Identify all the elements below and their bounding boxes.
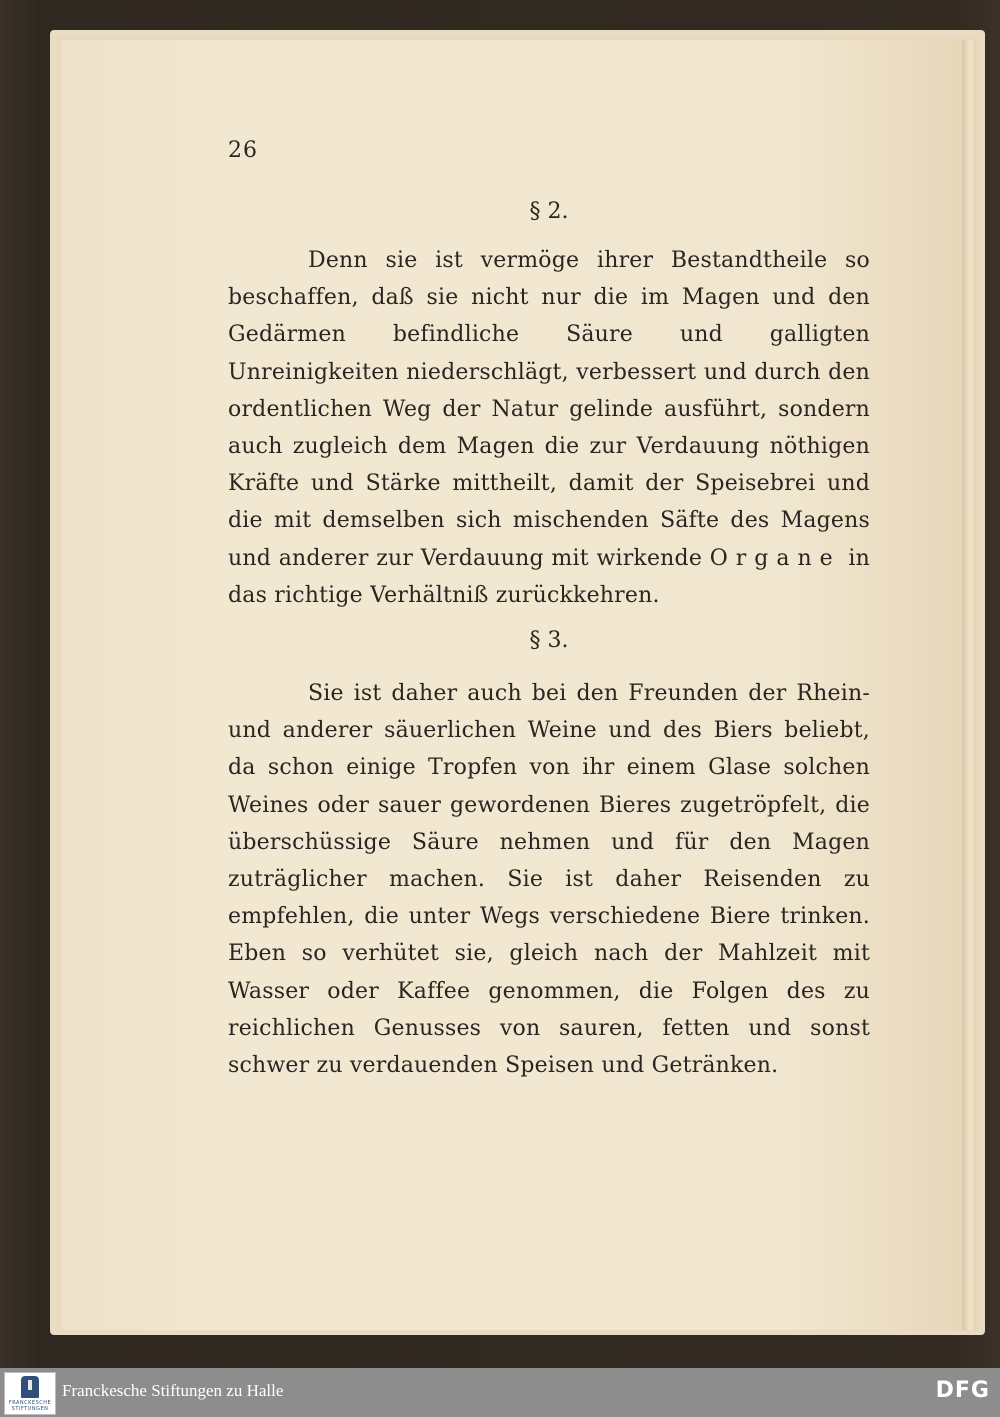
page-content: [228, 130, 870, 1084]
paragraph-1-text-b: in das richtige Verhältniß zurückkehren.: [228, 545, 870, 608]
paragraph-1-emphasis: Organe: [709, 545, 841, 571]
franckesche-stiftungen-logo[interactable]: [4, 1372, 56, 1415]
page-number: 26: [228, 138, 258, 163]
paragraph-1-text-a: Denn sie ist vermöge ihrer Bestandtheile so beschaffen, daß sie nicht nur die im Magen und den Gedärmen befindliche Säure und galligten Unreinigkeiten niederschlägt, verbessert und durch den ordentlichen Weg der Natur gelinde ausführt, sondern auch zugleich dem Magen die zur Verdauung nöthigen Kräfte und Stärke mittheilt, damit der Speisebrei und die mit demselben sich mischenden Säfte des Magens und anderer zur Verdauung mit wirkende: [228, 248, 870, 571]
paragraph-1: [228, 242, 870, 614]
section-2-heading: § 2.: [529, 199, 569, 224]
book-spine: [962, 40, 976, 1330]
institution-name: Franckesche Stiftungen zu Halle: [62, 1381, 284, 1400]
paragraph-2: Sie ist daher auch bei den Freunden der Rhein- und anderer säuerlichen Weine und des Biers beliebt, da schon einige Tropfen von ihr einem Glase solchen Weines oder sauer gewordenen Bieres zugetröpfelt, die überschüssige Säure nehmen und für den Magen zuträglicher machen. Sie ist daher Reisenden zu empfehlen, die unter Wegs verschiedene Biere trinken. Eben so verhütet sie, gleich nach der Mahlzeit mit Wasser oder Kaffee genommen, die Folgen des zu reichlichen Genusses von sauren, fetten und sonst schwer zu verdauenden Speisen und Getränken.: [228, 681, 870, 1079]
dfg-logo[interactable]: DFG: [935, 1378, 990, 1403]
footer-bar: [0, 1368, 1000, 1417]
section-3-heading: § 3.: [529, 628, 569, 654]
emblem-icon: [21, 1376, 39, 1398]
logo-text: FRANCKESCHE STIFTUNGEN: [8, 1400, 52, 1412]
